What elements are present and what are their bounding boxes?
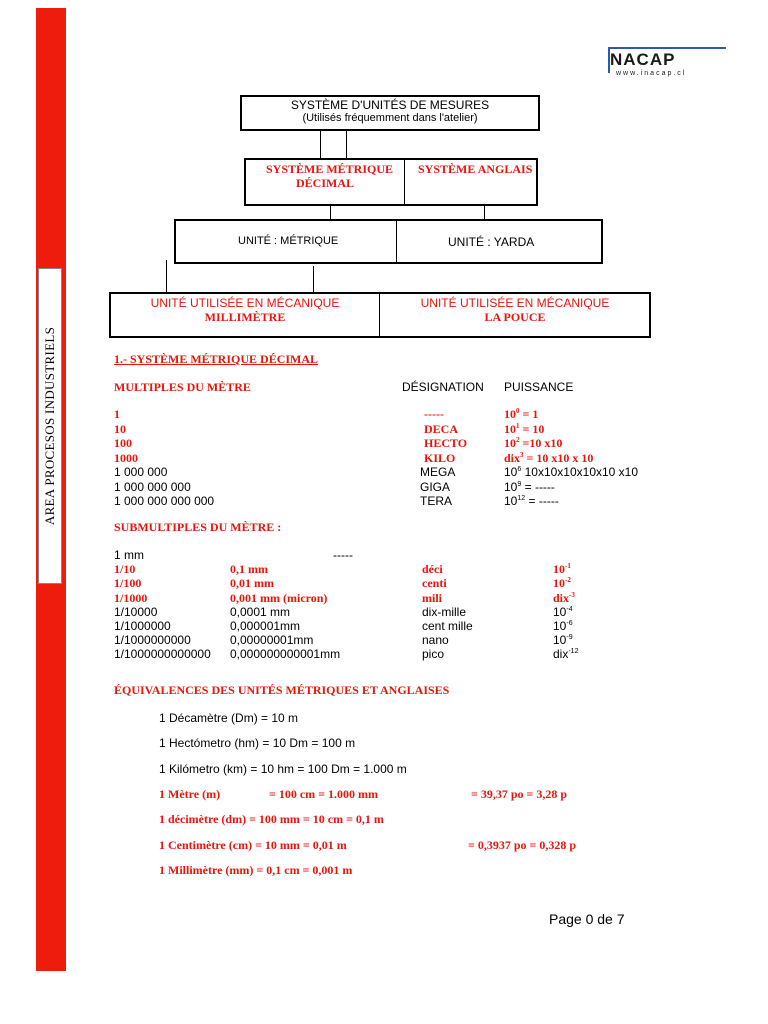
multiple-power (504, 407, 538, 422)
power-exponent: 12 (517, 495, 526, 502)
page-number: Page 0 de 7 (549, 911, 625, 927)
submultiple-decimal: 0,000000000001mm (230, 647, 341, 662)
submultiple-fraction: 1/1000 (114, 590, 148, 605)
units-divider (396, 221, 397, 262)
submultiple-fraction: 1/1000000000000 (114, 647, 211, 662)
diagram-top-subtitle: (Utilisés fréquemment dans l'atelier) (302, 112, 478, 124)
mechanics-divider (379, 294, 380, 336)
submultiple-decimal: 0,0001 mm (230, 604, 291, 619)
logo-top-line (608, 47, 726, 49)
unit-metric-label: UNITÉ : MÉTRIQUE (238, 235, 339, 247)
connector-line (313, 266, 314, 292)
logo-url: www.inacap.cl (616, 70, 687, 77)
power-base: 10 (553, 604, 567, 619)
power-rest: = 10 (519, 421, 545, 436)
power-exponent: 9 (517, 480, 522, 488)
multiple-designation: TERA (420, 494, 453, 508)
power-header: PUISSANCE (504, 380, 574, 394)
mech-right-unit: LA POUCE (484, 310, 546, 324)
metric-system-label-2: DÉCIMAL (296, 176, 355, 190)
submultiple-power (553, 576, 571, 591)
power-base: 10 (553, 619, 567, 633)
designation-header: DÉSIGNATION (402, 380, 484, 394)
power-base: 10 (504, 421, 516, 436)
multiple-designation: MEGA (420, 465, 456, 479)
diagram-top-title: SYSTÈME D'UNITÉS DE MESURES (290, 98, 490, 112)
submultiple-fraction: 1/100 (114, 576, 142, 591)
multiple-value: 1 000 000 (114, 465, 168, 479)
submultiple-designation: centi (422, 576, 447, 591)
submultiple-designation: dix-mille (422, 604, 467, 619)
power-exponent: -6 (566, 620, 573, 627)
diagram-top-box (240, 95, 540, 131)
english-system-label: SYSTÈME ANGLAIS (418, 162, 533, 176)
power-base: dix (553, 647, 569, 662)
power-rest: = ----- (521, 479, 555, 494)
power-base: 10 (553, 633, 567, 648)
equivalence-left: 1 Millimètre (mm) = 0,1 cm = 0,001 m (159, 862, 353, 877)
submultiple-power (553, 619, 573, 633)
multiple-designation: HECTO (424, 436, 468, 450)
mech-right-label: UNITÉ UTILISÉE EN MÉCANIQUE (420, 296, 610, 310)
connector-line (484, 206, 485, 219)
submultiple-fraction: 1 mm (114, 548, 144, 562)
submultiple-designation: déci (422, 562, 443, 577)
diagram-mechanics-box (109, 292, 651, 338)
multiple-value: 1 000 000 000 (114, 479, 191, 494)
multiple-value: 1 (114, 407, 120, 421)
connector-line (346, 131, 347, 160)
logo-name: NACAP (610, 50, 676, 69)
submultiple-decimal: 0,001 mm (micron) (230, 590, 328, 605)
multiple-value: 100 (114, 436, 132, 450)
multiple-designation: ----- (424, 407, 444, 421)
multiple-designation: KILO (424, 450, 456, 465)
side-label: AREA PROCESOS INDUSTRIELS (42, 326, 57, 526)
multiple-designation: GIGA (420, 479, 451, 494)
submultiple-decimal: 0,1 mm (230, 562, 268, 577)
equivalence-left: 1 Décamètre (Dm) = 10 m (159, 711, 299, 725)
power-exponent: -2 (565, 576, 571, 585)
connector-line (320, 131, 321, 160)
side-label-box (38, 268, 62, 584)
section-title: 1.- SYSTÈME MÉTRIQUE DÉCIMAL (114, 352, 319, 366)
equivalence-right: = 39,37 po = 3,28 p (471, 786, 568, 801)
equivalence-left: 1 Kilómetro (km) = 10 hm = 100 Dm = 1.000 m (159, 761, 407, 776)
submultiple-power (553, 562, 571, 577)
submultiple-power (553, 605, 573, 619)
equivalence-left: 1 Hectómetro (hm) = 10 Dm = 100 m (159, 736, 356, 751)
submultiple-decimal: 0,00000001mm (230, 633, 314, 648)
power-rest: =10 x10 (519, 436, 563, 450)
equivalence-right: = 0,3937 po = 0,328 p (468, 837, 577, 852)
nacap-logo (604, 44, 730, 80)
equivalences-title: ÉQUIVALENCES DES UNITÉS MÉTRIQUES ET ANGLAISES (114, 683, 450, 697)
equivalence-left: 1 Centimètre (cm) = 10 mm = 0,01 m (159, 837, 347, 852)
equivalence-left: 1 décimètre (dm) = 100 mm = 10 cm = 0,1 m (159, 812, 384, 827)
power-exponent: -4 (566, 605, 573, 613)
unit-yard-label: UNITÉ : YARDA (448, 235, 535, 249)
power-exponent: 0 (516, 407, 520, 415)
equivalence-left: 1 Mètre (m) (159, 786, 221, 801)
power-base: dix (504, 450, 521, 465)
multiple-power (504, 436, 562, 451)
power-exponent: -3 (569, 590, 575, 599)
multiple-value: 1 000 000 000 000 (114, 494, 215, 508)
connector-line (166, 260, 167, 292)
submultiple-fraction: 1/10 (114, 562, 136, 577)
submultiple-fraction: 1/1000000000 (114, 633, 191, 648)
diagram-systems-box (244, 158, 538, 206)
submultiple-fraction: 1/10000 (114, 604, 158, 619)
power-rest: 10x10x10x10x10 x10 (521, 465, 639, 479)
equivalence-mid: = 100 cm = 1.000 mm (269, 786, 378, 801)
power-exponent: 1 (516, 421, 520, 430)
connector-line (330, 206, 331, 219)
mech-left-unit: MILLIMÈTRE (204, 310, 286, 324)
power-base: 10 (504, 494, 518, 508)
submultiple-power (553, 647, 578, 661)
submultiple-designation: pico (422, 647, 445, 662)
submultiple-designation: mili (422, 590, 442, 605)
multiples-title: MULTIPLES DU MÈTRE (114, 380, 251, 394)
power-exponent: 2 (516, 436, 520, 444)
power-base: 10 (553, 576, 565, 591)
submultiple-power (553, 591, 575, 606)
power-base: 10 (504, 479, 518, 494)
multiple-power (504, 465, 638, 479)
submultiple-decimal: 0,01 mm (230, 576, 274, 591)
submultiple-power (553, 633, 573, 647)
diagram-units-box (174, 219, 603, 264)
power-base: dix (553, 590, 570, 605)
multiple-power (504, 422, 544, 437)
systems-divider (404, 160, 405, 204)
multiple-value: 1000 (114, 450, 138, 465)
submultiple-designation: cent mille (422, 619, 473, 633)
submultiple-designation: ----- (333, 548, 353, 562)
power-exponent: -12 (568, 648, 579, 656)
power-base: 10 (504, 436, 516, 450)
submultiple-fraction: 1/1000000 (114, 619, 171, 633)
power-rest: = 1 (519, 407, 539, 421)
power-rest: = ----- (525, 494, 559, 508)
multiple-power (504, 451, 593, 466)
power-exponent: 6 (517, 466, 522, 473)
multiple-designation: DECA (424, 421, 459, 436)
power-base: 10 (504, 465, 518, 479)
power-rest: = 10 x10 x 10 (523, 450, 594, 465)
submultiples-title: SUBMULTIPLES DU MÈTRE : (114, 520, 282, 534)
power-exponent: -1 (565, 562, 571, 571)
power-base: 10 (504, 407, 516, 421)
mech-left-label: UNITÉ UTILISÉE EN MÉCANIQUE (150, 296, 340, 310)
metric-system-label: SYSTÈME MÉTRIQUE (266, 162, 394, 176)
power-base: 10 (553, 562, 565, 577)
submultiple-decimal: 0,000001mm (230, 619, 301, 633)
power-exponent: -9 (566, 634, 573, 642)
submultiple-designation: nano (422, 633, 449, 648)
multiple-value: 10 (114, 421, 126, 436)
multiple-power (504, 480, 555, 494)
multiple-power (504, 494, 559, 508)
power-exponent: 3 (520, 450, 524, 459)
